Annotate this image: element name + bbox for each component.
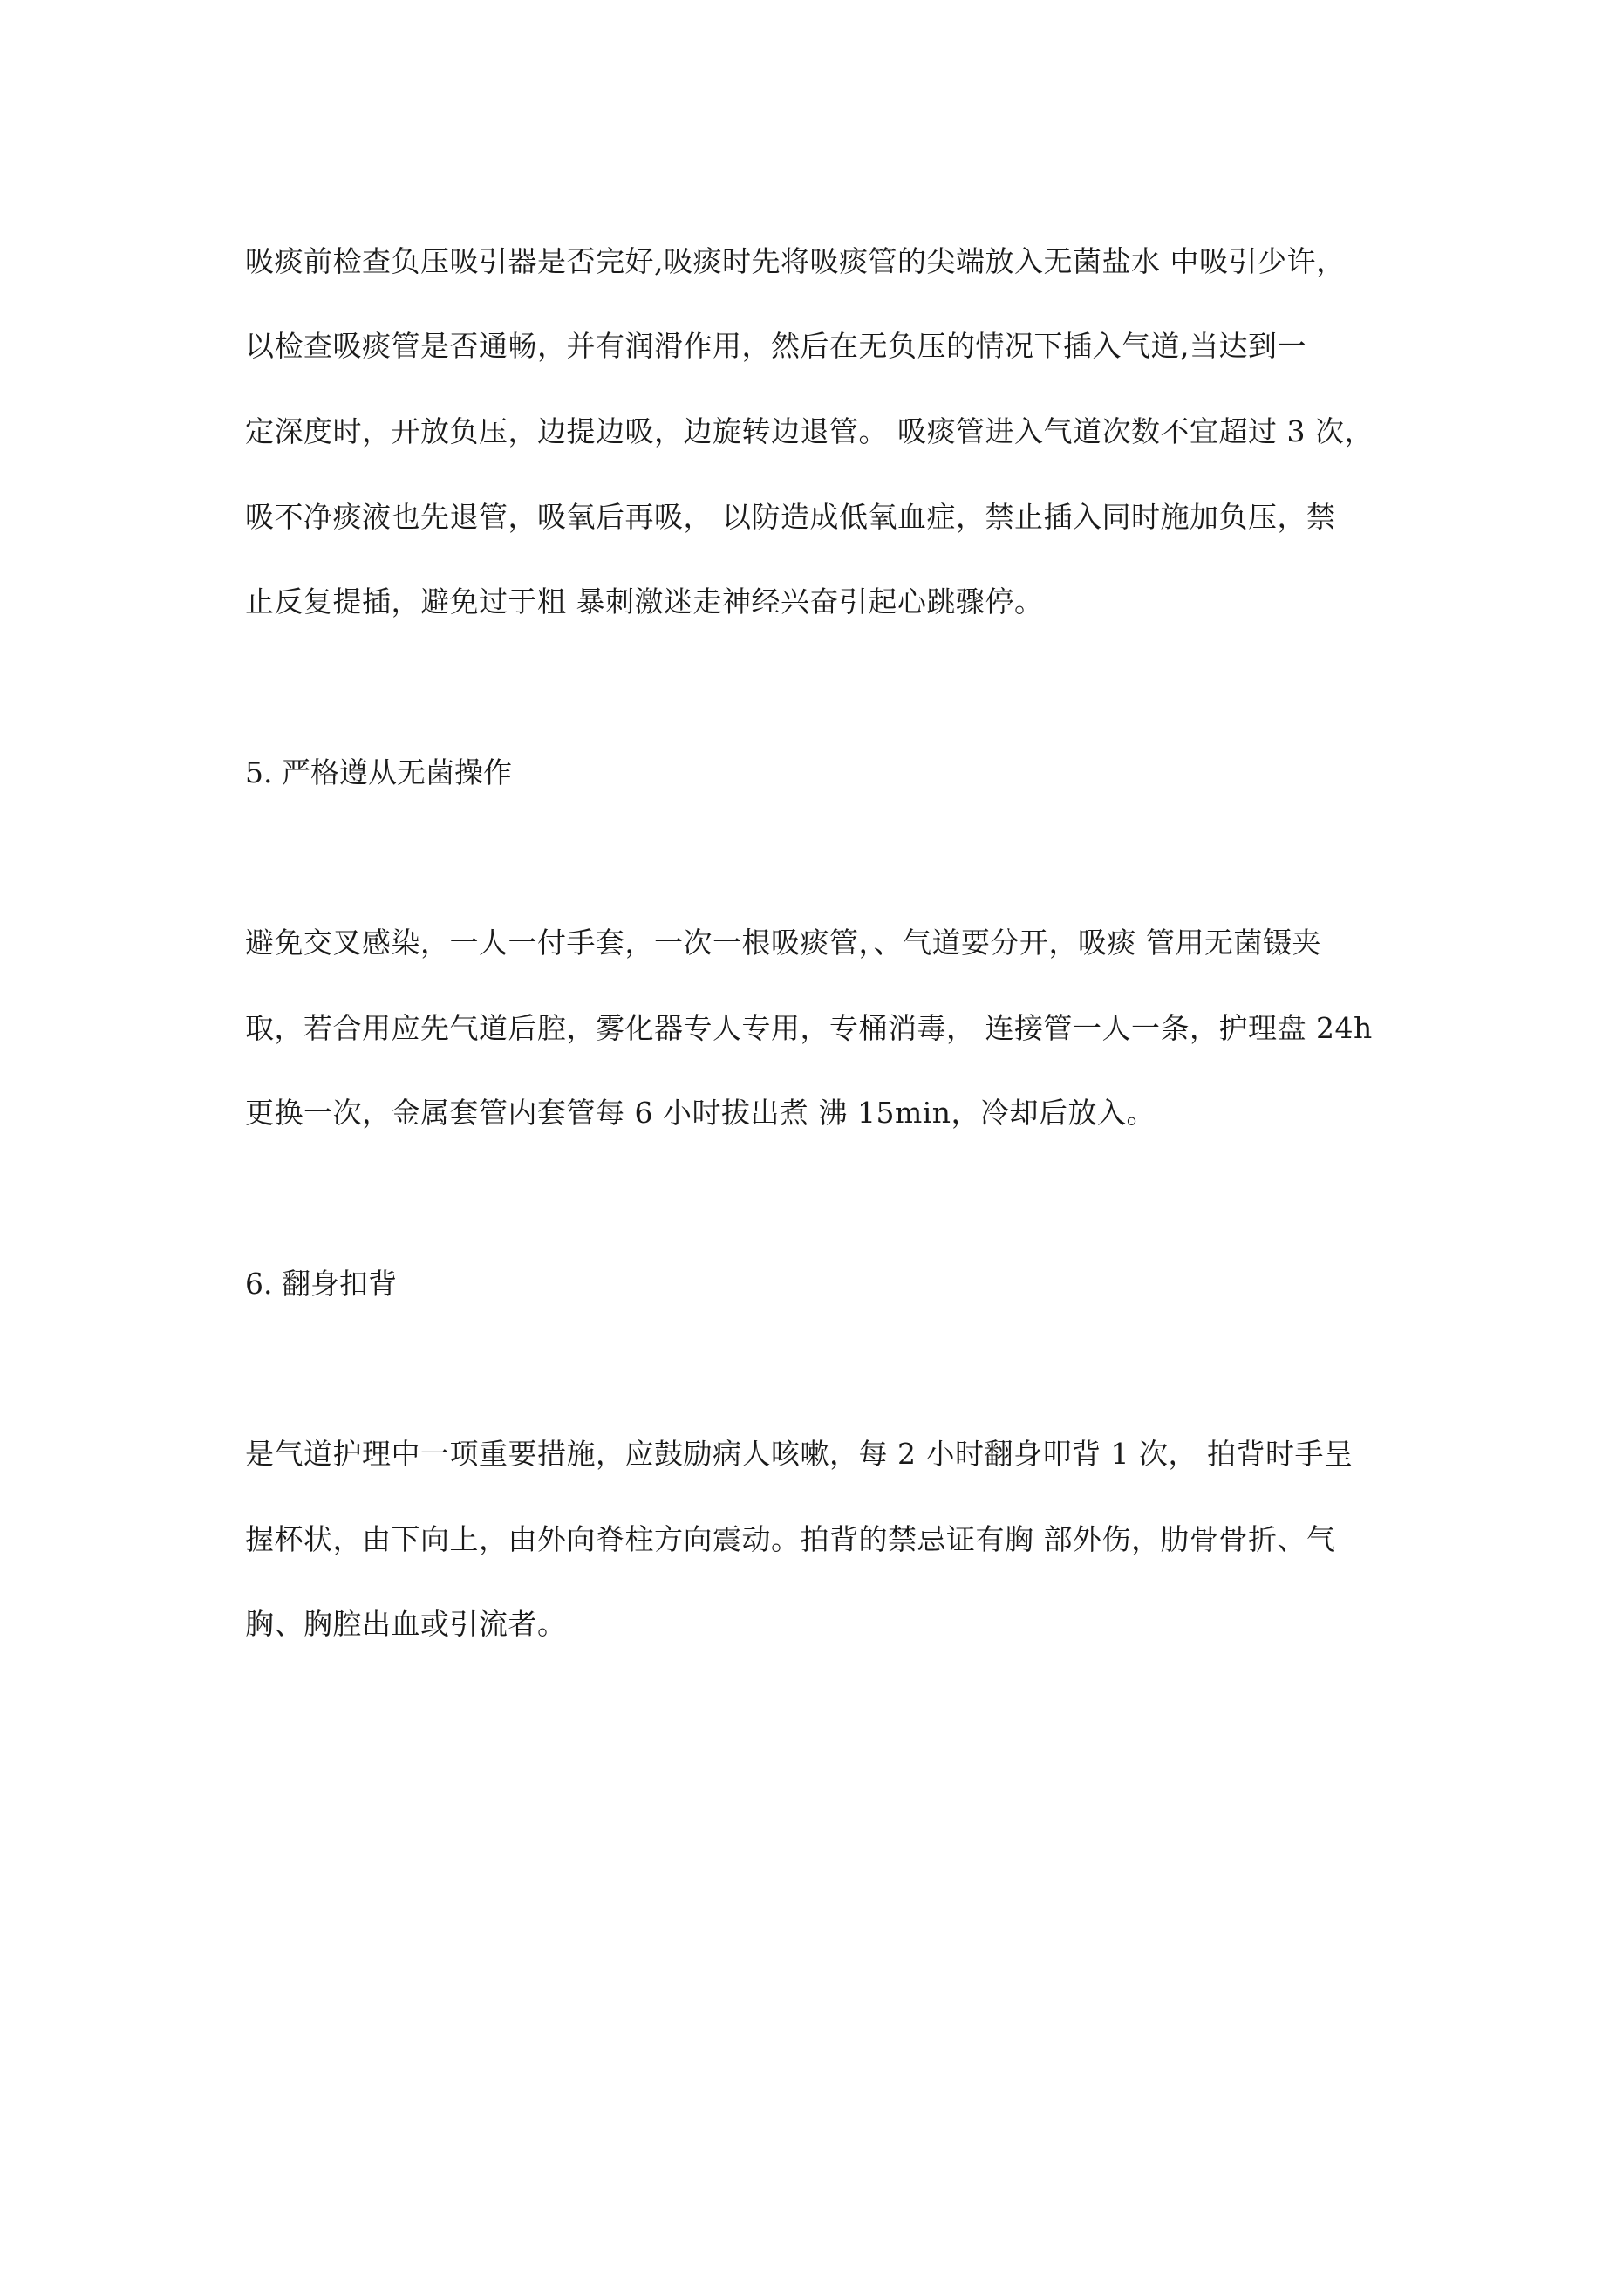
section-heading-aseptic: 5. 严格遵从无菌操作 (245, 755, 512, 789)
paragraph-line: 更换一次，金属套管内套管每 6 小时拔出煮 沸 15min，冷却后放入。 (245, 1096, 1156, 1130)
paragraph-line: 胸、胸腔出血或引流者。 (245, 1607, 567, 1641)
paragraph-line: 是气道护理中一项重要措施，应鼓励病人咳嗽，每 2 小时翻身叩背 1 次， 拍背时手呈 (245, 1437, 1354, 1471)
paragraph-line: 吸不净痰液也先退管，吸氧后再吸， 以防造成低氧血症，禁止插入同时施加负压，禁 (245, 500, 1336, 534)
paragraph-line: 止反复提插，避免过于粗 暴刺激迷走神经兴奋引起心跳骤停。 (245, 584, 1044, 618)
paragraph-line: 握杯状，由下向上，由外向脊柱方向震动。拍背的禁忌证有胸 部外伤，肋骨骨折、气 (245, 1522, 1336, 1556)
section-heading-turn-pat: 6. 翻身扣背 (245, 1267, 397, 1301)
paragraph-line: 避免交叉感染，一人一付手套，一次一根吸痰管，、气道要分开，吸痰 管用无菌镊夹 (245, 926, 1321, 960)
paragraph-line: 定深度时，开放负压，边提边吸，边旋转边退管。 吸痰管进入气道次数不宜超过 3 次， (245, 414, 1374, 448)
paragraph-line: 取，若合用应先气道后腔，雾化器专人专用，专桶消毒， 连接管一人一条，护理盘 24h (245, 1011, 1373, 1045)
paragraph-line: 以检查吸痰管是否通畅，并有润滑作用，然后在无负压的情况下插入气道,当达到一 (245, 329, 1306, 363)
paragraph-line: 吸痰前检查负压吸引器是否完好,吸痰时先将吸痰管的尖端放入无菌盐水 中吸引少许， (245, 244, 1346, 278)
